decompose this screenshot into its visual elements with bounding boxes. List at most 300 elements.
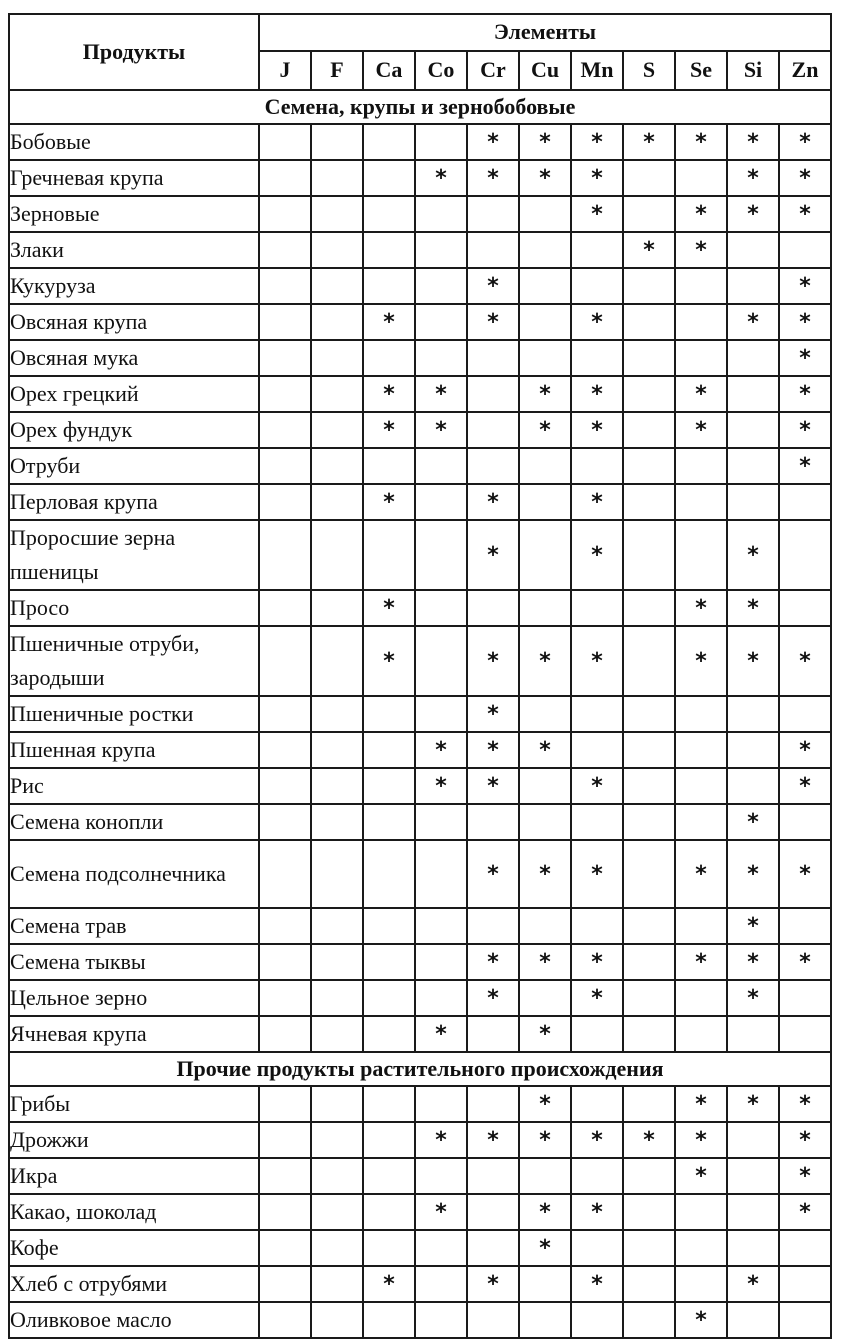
table-row (9, 944, 831, 980)
element-mark-zn: * (779, 944, 831, 980)
element-mark-cu: * (519, 1194, 571, 1230)
element-header-si: Si (727, 51, 779, 90)
element-mark-co: * (415, 412, 467, 448)
element-mark-mn: * (571, 124, 623, 160)
element-mark-co: * (415, 376, 467, 412)
element-mark-cu: * (519, 626, 571, 696)
element-mark-si: * (727, 980, 779, 1016)
product-name: Цельное зерно (9, 980, 259, 1016)
element-mark-cu: * (519, 840, 571, 908)
element-mark-ca (363, 124, 415, 160)
element-mark-j (259, 160, 311, 196)
product-name: Хлеб с отрубями (9, 1266, 259, 1302)
element-mark-zn (779, 696, 831, 732)
table-row (9, 626, 831, 696)
product-name: Отруби (9, 448, 259, 484)
element-mark-co (415, 840, 467, 908)
element-mark-j (259, 448, 311, 484)
element-mark-cr: * (467, 124, 519, 160)
element-mark-se (675, 268, 727, 304)
element-mark-cr (467, 1016, 519, 1052)
product-name: Кофе (9, 1230, 259, 1266)
element-mark-zn: * (779, 732, 831, 768)
product-name: Семена тыквы (9, 944, 259, 980)
element-mark-ca (363, 840, 415, 908)
element-mark-se (675, 448, 727, 484)
element-mark-f (311, 520, 363, 590)
element-mark-f (311, 980, 363, 1016)
element-mark-cr: * (467, 840, 519, 908)
element-mark-se: * (675, 376, 727, 412)
table-row (9, 908, 831, 944)
element-mark-zn (779, 1230, 831, 1266)
section-title: Семена, крупы и зернобобовые (9, 90, 831, 124)
table-row (9, 1122, 831, 1158)
product-name: Икра (9, 1158, 259, 1194)
element-mark-co (415, 804, 467, 840)
element-mark-j (259, 376, 311, 412)
element-mark-cu: * (519, 944, 571, 980)
element-mark-co (415, 196, 467, 232)
element-mark-s (623, 696, 675, 732)
element-mark-j (259, 124, 311, 160)
element-mark-si: * (727, 804, 779, 840)
element-mark-ca (363, 268, 415, 304)
element-mark-zn: * (779, 1194, 831, 1230)
element-mark-f (311, 804, 363, 840)
element-mark-ca (363, 1302, 415, 1338)
table-row (9, 980, 831, 1016)
element-mark-cr: * (467, 944, 519, 980)
element-mark-mn: * (571, 196, 623, 232)
element-mark-co: * (415, 732, 467, 768)
element-mark-cu (519, 804, 571, 840)
element-mark-si (727, 1158, 779, 1194)
element-mark-f (311, 196, 363, 232)
table-row (9, 840, 831, 908)
element-mark-si: * (727, 304, 779, 340)
element-mark-j (259, 980, 311, 1016)
element-mark-cr (467, 196, 519, 232)
element-mark-zn: * (779, 376, 831, 412)
element-mark-se: * (675, 944, 727, 980)
element-mark-cr: * (467, 980, 519, 1016)
element-mark-s: * (623, 232, 675, 268)
product-name: Проросшие зерна пшеницы (9, 520, 259, 590)
section-title: Прочие продукты растительного происхождения (9, 1052, 831, 1086)
element-mark-j (259, 1302, 311, 1338)
element-mark-mn (571, 268, 623, 304)
element-mark-co (415, 908, 467, 944)
element-mark-se: * (675, 196, 727, 232)
element-mark-f (311, 1158, 363, 1194)
element-mark-zn: * (779, 448, 831, 484)
element-mark-si (727, 1194, 779, 1230)
element-mark-zn (779, 980, 831, 1016)
element-mark-zn: * (779, 340, 831, 376)
element-mark-j (259, 1194, 311, 1230)
element-mark-zn (779, 484, 831, 520)
element-mark-se (675, 804, 727, 840)
element-mark-se: * (675, 840, 727, 908)
element-mark-si: * (727, 840, 779, 908)
element-mark-ca: * (363, 304, 415, 340)
element-mark-s (623, 590, 675, 626)
element-mark-co (415, 268, 467, 304)
element-mark-co: * (415, 1122, 467, 1158)
element-mark-mn: * (571, 944, 623, 980)
element-mark-co (415, 484, 467, 520)
element-mark-cr: * (467, 626, 519, 696)
element-mark-j (259, 732, 311, 768)
element-mark-se: * (675, 1158, 727, 1194)
product-name: Кукуруза (9, 268, 259, 304)
element-mark-cr (467, 340, 519, 376)
element-mark-s (623, 448, 675, 484)
element-header-f: F (311, 51, 363, 90)
element-mark-mn (571, 232, 623, 268)
product-name: Грибы (9, 1086, 259, 1122)
element-mark-s (623, 268, 675, 304)
element-mark-mn (571, 804, 623, 840)
element-mark-s (623, 732, 675, 768)
element-mark-j (259, 590, 311, 626)
product-name: Семена конопли (9, 804, 259, 840)
table-row (9, 376, 831, 412)
element-mark-zn (779, 232, 831, 268)
element-mark-si (727, 268, 779, 304)
element-mark-ca: * (363, 484, 415, 520)
element-mark-zn: * (779, 304, 831, 340)
element-mark-mn: * (571, 376, 623, 412)
table-row (9, 448, 831, 484)
element-mark-cu: * (519, 732, 571, 768)
element-mark-mn: * (571, 484, 623, 520)
element-mark-s (623, 1016, 675, 1052)
table-body (9, 90, 831, 1338)
element-mark-j (259, 232, 311, 268)
element-mark-f (311, 626, 363, 696)
element-mark-se: * (675, 1086, 727, 1122)
table-row (9, 304, 831, 340)
element-mark-f (311, 1194, 363, 1230)
element-mark-f (311, 1122, 363, 1158)
element-mark-mn: * (571, 520, 623, 590)
element-mark-f (311, 268, 363, 304)
table-row (9, 520, 831, 590)
table-row (9, 1086, 831, 1122)
element-mark-se (675, 484, 727, 520)
element-mark-cr (467, 232, 519, 268)
element-mark-se (675, 160, 727, 196)
element-mark-mn (571, 590, 623, 626)
element-mark-s (623, 1158, 675, 1194)
element-mark-zn: * (779, 840, 831, 908)
element-mark-j (259, 196, 311, 232)
element-mark-s (623, 1302, 675, 1338)
element-mark-cu: * (519, 1086, 571, 1122)
element-header-s: S (623, 51, 675, 90)
element-mark-co (415, 520, 467, 590)
element-mark-se (675, 304, 727, 340)
table-row (9, 768, 831, 804)
element-mark-cr (467, 1230, 519, 1266)
element-mark-se (675, 1266, 727, 1302)
element-mark-mn: * (571, 412, 623, 448)
element-mark-f (311, 590, 363, 626)
element-mark-zn: * (779, 1086, 831, 1122)
element-mark-cu: * (519, 412, 571, 448)
element-mark-f (311, 304, 363, 340)
element-mark-cr: * (467, 160, 519, 196)
element-mark-s (623, 196, 675, 232)
element-mark-se: * (675, 590, 727, 626)
element-mark-ca (363, 1194, 415, 1230)
element-mark-mn (571, 908, 623, 944)
element-mark-co (415, 696, 467, 732)
table-row (9, 160, 831, 196)
element-mark-se (675, 520, 727, 590)
table-row (9, 1194, 831, 1230)
element-mark-si: * (727, 196, 779, 232)
element-mark-mn (571, 1016, 623, 1052)
element-mark-cu (519, 304, 571, 340)
element-mark-s (623, 1266, 675, 1302)
element-mark-cu (519, 696, 571, 732)
element-mark-cr: * (467, 768, 519, 804)
element-mark-s (623, 484, 675, 520)
element-mark-se: * (675, 1122, 727, 1158)
element-mark-ca (363, 340, 415, 376)
element-mark-j (259, 340, 311, 376)
element-mark-zn (779, 804, 831, 840)
element-mark-zn (779, 1016, 831, 1052)
element-mark-f (311, 376, 363, 412)
element-mark-si: * (727, 160, 779, 196)
element-mark-cr: * (467, 732, 519, 768)
element-mark-s (623, 520, 675, 590)
product-name: Просо (9, 590, 259, 626)
element-mark-co: * (415, 1016, 467, 1052)
element-mark-ca (363, 1016, 415, 1052)
element-mark-s (623, 908, 675, 944)
table-row (9, 1302, 831, 1338)
element-mark-se (675, 1016, 727, 1052)
table-row (9, 412, 831, 448)
element-mark-co (415, 124, 467, 160)
element-mark-se (675, 768, 727, 804)
element-mark-ca: * (363, 376, 415, 412)
table-row (9, 196, 831, 232)
element-header-co: Co (415, 51, 467, 90)
element-mark-cu (519, 340, 571, 376)
element-mark-f (311, 232, 363, 268)
table-row (9, 484, 831, 520)
element-mark-f (311, 160, 363, 196)
product-name: Орех грецкий (9, 376, 259, 412)
element-mark-s (623, 944, 675, 980)
element-mark-cr (467, 908, 519, 944)
element-mark-cu (519, 232, 571, 268)
element-mark-si (727, 768, 779, 804)
element-mark-cr (467, 590, 519, 626)
product-name: Пшеничные ростки (9, 696, 259, 732)
element-mark-cr (467, 1194, 519, 1230)
element-mark-ca (363, 1122, 415, 1158)
element-mark-f (311, 484, 363, 520)
element-mark-mn: * (571, 1266, 623, 1302)
element-mark-s (623, 340, 675, 376)
element-mark-ca (363, 1158, 415, 1194)
element-mark-cr (467, 412, 519, 448)
element-mark-mn: * (571, 1194, 623, 1230)
element-header-mn: Mn (571, 51, 623, 90)
element-mark-f (311, 124, 363, 160)
element-mark-cr: * (467, 520, 519, 590)
element-mark-cu: * (519, 1122, 571, 1158)
element-mark-co (415, 1266, 467, 1302)
element-mark-s (623, 1194, 675, 1230)
element-mark-ca (363, 196, 415, 232)
element-mark-co (415, 304, 467, 340)
element-mark-cu (519, 908, 571, 944)
product-name: Овсяная крупа (9, 304, 259, 340)
table-row (9, 1158, 831, 1194)
product-name: Рис (9, 768, 259, 804)
element-mark-mn: * (571, 626, 623, 696)
element-header-ca: Ca (363, 51, 415, 90)
element-mark-f (311, 1230, 363, 1266)
element-mark-cr: * (467, 1266, 519, 1302)
element-mark-cu (519, 448, 571, 484)
element-mark-si: * (727, 626, 779, 696)
element-mark-f (311, 448, 363, 484)
element-mark-j (259, 1122, 311, 1158)
element-mark-co (415, 232, 467, 268)
element-mark-cu (519, 196, 571, 232)
element-mark-ca (363, 908, 415, 944)
product-name: Бобовые (9, 124, 259, 160)
element-mark-zn (779, 1302, 831, 1338)
element-mark-ca (363, 804, 415, 840)
element-mark-zn: * (779, 268, 831, 304)
product-name: Зерновые (9, 196, 259, 232)
element-mark-ca (363, 732, 415, 768)
element-mark-mn: * (571, 1122, 623, 1158)
element-mark-se: * (675, 1302, 727, 1338)
element-mark-mn: * (571, 980, 623, 1016)
element-mark-cr: * (467, 484, 519, 520)
product-name: Овсяная мука (9, 340, 259, 376)
element-mark-j (259, 412, 311, 448)
element-mark-co (415, 590, 467, 626)
element-mark-f (311, 1302, 363, 1338)
element-mark-mn (571, 340, 623, 376)
product-name: Семена трав (9, 908, 259, 944)
element-mark-s (623, 768, 675, 804)
product-name: Гречневая крупа (9, 160, 259, 196)
element-mark-se (675, 1230, 727, 1266)
product-name: Ячневая крупа (9, 1016, 259, 1052)
element-mark-ca (363, 448, 415, 484)
element-mark-ca: * (363, 1266, 415, 1302)
element-mark-j (259, 804, 311, 840)
element-mark-cr (467, 1158, 519, 1194)
element-mark-se: * (675, 232, 727, 268)
element-mark-ca (363, 160, 415, 196)
element-mark-si (727, 1122, 779, 1158)
product-name: Семена подсолнечника (9, 840, 259, 908)
element-mark-si: * (727, 590, 779, 626)
element-mark-cu (519, 484, 571, 520)
element-mark-cr: * (467, 696, 519, 732)
element-mark-j (259, 484, 311, 520)
element-mark-mn: * (571, 840, 623, 908)
product-name: Орех фундук (9, 412, 259, 448)
element-mark-ca: * (363, 626, 415, 696)
element-mark-zn: * (779, 124, 831, 160)
element-mark-zn (779, 1266, 831, 1302)
element-mark-j (259, 696, 311, 732)
element-mark-f (311, 944, 363, 980)
element-mark-j (259, 1016, 311, 1052)
element-header-zn: Zn (779, 51, 831, 90)
element-mark-se (675, 340, 727, 376)
element-mark-j (259, 626, 311, 696)
element-mark-s (623, 980, 675, 1016)
element-mark-ca (363, 232, 415, 268)
element-mark-cu (519, 980, 571, 1016)
element-header-j: J (259, 51, 311, 90)
element-mark-mn (571, 732, 623, 768)
element-mark-ca (363, 520, 415, 590)
element-mark-mn (571, 1230, 623, 1266)
element-mark-si (727, 1016, 779, 1052)
element-mark-ca (363, 980, 415, 1016)
element-mark-co (415, 626, 467, 696)
table-row (9, 1016, 831, 1052)
element-mark-se: * (675, 412, 727, 448)
element-mark-cr: * (467, 1122, 519, 1158)
element-mark-cr: * (467, 268, 519, 304)
element-mark-se: * (675, 626, 727, 696)
element-mark-cu (519, 1302, 571, 1338)
table-row (9, 124, 831, 160)
element-mark-se (675, 732, 727, 768)
element-mark-co (415, 448, 467, 484)
element-mark-mn (571, 1158, 623, 1194)
element-mark-cu: * (519, 124, 571, 160)
element-mark-si: * (727, 1266, 779, 1302)
section-row (9, 1052, 831, 1086)
element-mark-mn: * (571, 304, 623, 340)
element-mark-s (623, 626, 675, 696)
element-mark-co: * (415, 1194, 467, 1230)
element-header-cr: Cr (467, 51, 519, 90)
element-mark-co: * (415, 768, 467, 804)
element-mark-cr (467, 1086, 519, 1122)
element-mark-ca: * (363, 412, 415, 448)
element-mark-se (675, 980, 727, 1016)
element-header-se: Se (675, 51, 727, 90)
element-mark-j (259, 304, 311, 340)
element-mark-si (727, 340, 779, 376)
element-mark-s: * (623, 1122, 675, 1158)
element-mark-si (727, 1302, 779, 1338)
elements-group-header: Элементы (259, 14, 831, 51)
element-mark-cu: * (519, 376, 571, 412)
element-mark-j (259, 1266, 311, 1302)
